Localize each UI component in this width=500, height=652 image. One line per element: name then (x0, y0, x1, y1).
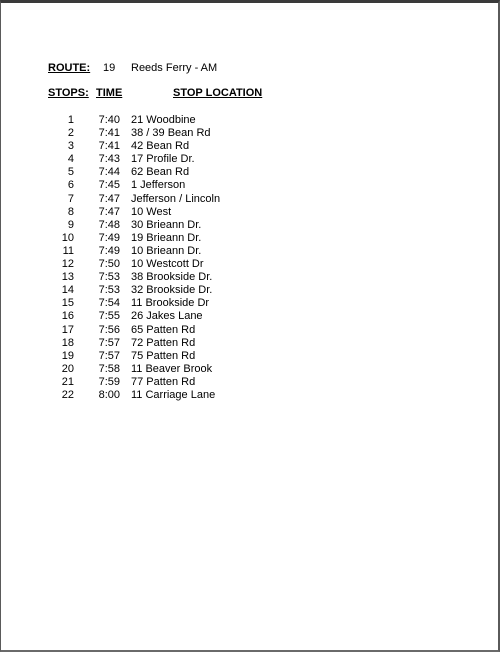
stop-time: 7:57 (98, 349, 120, 362)
stop-location: 21 Woodbine (131, 114, 196, 126)
stop-row (48, 324, 348, 337)
stop-number: 22 (61, 388, 74, 401)
stop-time: 7:57 (98, 336, 120, 349)
stop-number: 2 (67, 127, 74, 140)
stop-row (48, 389, 348, 402)
stop-location: 11 Beaver Brook (131, 362, 213, 375)
stop-number: 9 (67, 218, 74, 231)
stop-location: 32 Brookside Dr. (131, 284, 213, 297)
stop-number: 21 (61, 375, 74, 388)
stop-time: 7:47 (98, 192, 120, 205)
stop-number: 10 (61, 231, 74, 244)
stop-time: 7:41 (98, 127, 120, 140)
stop-location: 30 Brieann Dr. (131, 218, 202, 231)
stop-location: 1 Jefferson (131, 179, 186, 192)
stop-row (48, 297, 348, 310)
stop-time: 8:00 (98, 388, 120, 401)
stop-location: 11 Brookside Dr (131, 297, 210, 310)
stop-number: 17 (61, 323, 74, 336)
stop-time: 7:58 (98, 362, 120, 375)
stop-row (48, 140, 348, 153)
stop-location-column-header: STOP LOCATION (173, 87, 263, 99)
stop-time: 7:40 (98, 114, 120, 126)
stop-location: 72 Patten Rd (131, 336, 196, 349)
stop-number: 12 (61, 258, 74, 271)
stop-location: 38 Brookside Dr. (131, 271, 213, 284)
stop-row (48, 193, 348, 206)
stop-location: Jefferson / Lincoln (131, 192, 221, 205)
stop-number: 5 (67, 166, 74, 179)
stop-time: 7:53 (98, 271, 120, 284)
stop-row (48, 232, 348, 245)
stop-location: 42 Bean Rd (131, 140, 190, 153)
stop-time: 7:43 (98, 153, 120, 166)
stop-number: 15 (61, 297, 74, 310)
stop-number: 11 (62, 244, 74, 257)
stop-row (48, 376, 348, 389)
stop-row (48, 363, 348, 376)
stop-location: 19 Brieann Dr. (131, 231, 202, 244)
stop-row (48, 350, 348, 363)
stops-column-header: STOPS: (48, 87, 89, 99)
stop-time: 7:48 (98, 218, 120, 231)
stop-number: 13 (61, 271, 74, 284)
stop-row (48, 153, 348, 166)
stop-time: 7:54 (98, 297, 120, 310)
stop-row (48, 258, 348, 271)
stop-time: 7:41 (98, 140, 120, 153)
time-column-header: TIME (96, 87, 123, 99)
stop-number: 16 (61, 310, 74, 323)
stop-number: 1 (67, 114, 74, 126)
stop-time: 7:55 (98, 310, 120, 323)
stop-location: 10 West (131, 205, 172, 218)
stop-location: 11 Carriage Lane (131, 388, 216, 401)
stop-number: 20 (61, 362, 74, 375)
stop-time: 7:45 (98, 179, 120, 192)
stop-number: 4 (67, 153, 74, 166)
stop-number: 8 (67, 205, 74, 218)
stop-row (48, 310, 348, 323)
stop-location: 38 / 39 Bean Rd (131, 127, 211, 140)
stop-row (48, 337, 348, 350)
stop-time: 7:47 (98, 205, 120, 218)
route-label: ROUTE: (48, 62, 91, 74)
stop-row (48, 127, 348, 140)
stop-row (48, 245, 348, 258)
stop-time: 7:49 (98, 244, 120, 257)
stop-location: 65 Patten Rd (131, 323, 196, 336)
stop-row (48, 219, 348, 232)
stop-location: 77 Patten Rd (131, 375, 196, 388)
stop-number: 7 (67, 192, 74, 205)
stop-location: 10 Brieann Dr. (131, 244, 202, 257)
stop-row (48, 114, 348, 127)
route-name: Reeds Ferry - AM (131, 62, 218, 74)
stop-time: 7:44 (98, 166, 120, 179)
stop-location: 62 Bean Rd (131, 166, 190, 179)
stop-number: 14 (61, 284, 74, 297)
stop-number: 19 (61, 349, 74, 362)
stop-time: 7:53 (98, 284, 120, 297)
stop-location: 17 Profile Dr. (131, 153, 195, 166)
stop-number: 3 (67, 140, 74, 153)
stop-time: 7:56 (98, 323, 120, 336)
stop-location: 26 Jakes Lane (131, 310, 203, 323)
stop-number: 18 (61, 336, 74, 349)
stop-location: 10 Westcott Dr (131, 258, 204, 271)
stop-row (48, 284, 348, 297)
stop-row (48, 179, 348, 192)
stop-time: 7:50 (98, 258, 120, 271)
stop-number: 6 (67, 179, 74, 192)
stops-list (48, 114, 348, 402)
stop-time: 7:59 (98, 375, 120, 388)
stop-row (48, 206, 348, 219)
route-number: 19 (103, 62, 116, 74)
stop-location: 75 Patten Rd (131, 349, 196, 362)
stop-row (48, 271, 348, 284)
stop-row (48, 166, 348, 179)
stop-time: 7:49 (98, 231, 120, 244)
